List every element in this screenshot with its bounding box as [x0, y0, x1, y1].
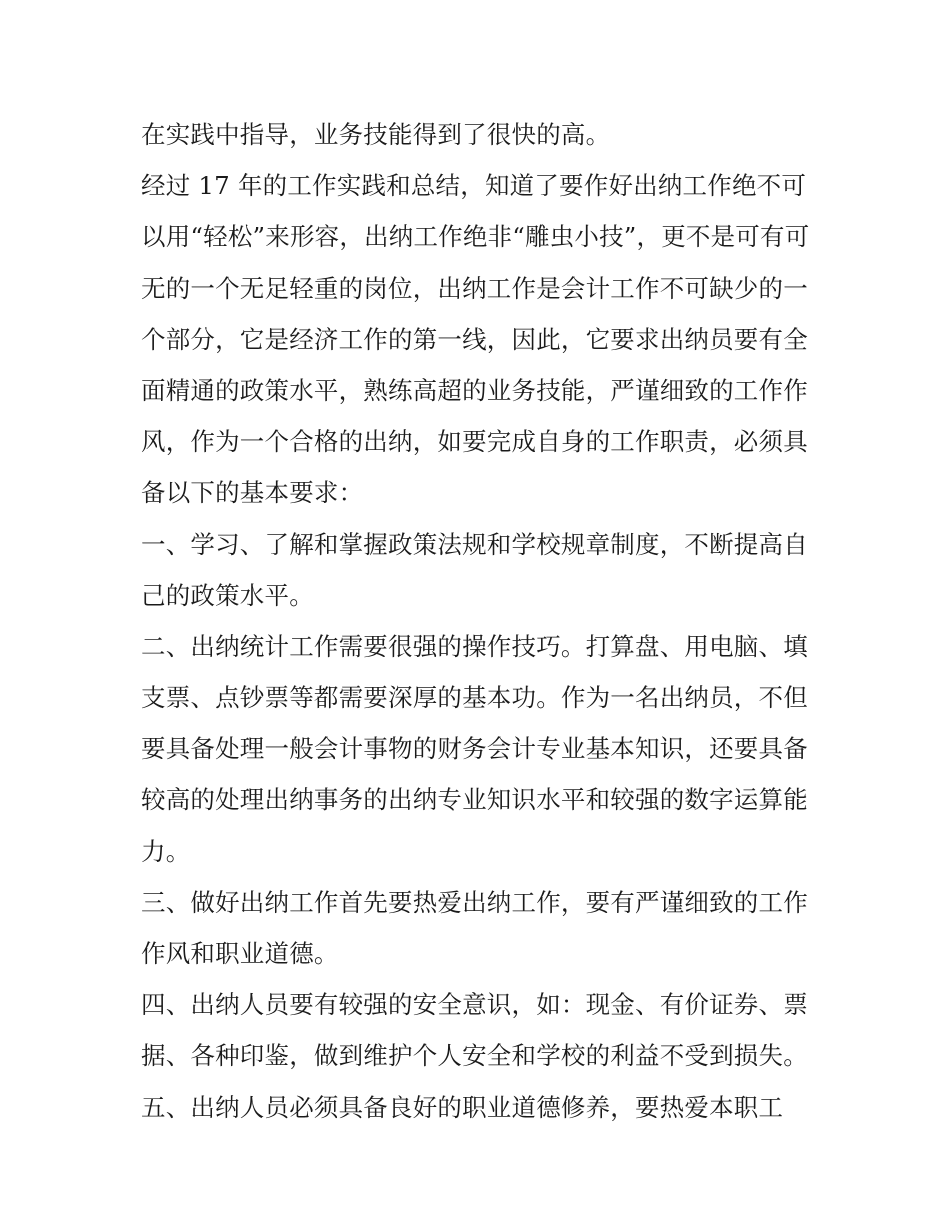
- text-line-20: 五、出纳人员必须具备良好的职业道德修养，要热爱本职工: [141, 1092, 784, 1122]
- text-line-19: 据、各种印鉴，做到维护个人安全和学校的利益不受到损失。: [141, 1041, 808, 1071]
- text-line-11: 二、出纳统计工作需要很强的操作技巧。打算盘、用电脑、填: [141, 631, 808, 661]
- text-line-2: 经过 17 年的工作实践和总结，知道了要作好出纳工作绝不可: [141, 171, 807, 201]
- text-line-18: 四、出纳人员要有较强的安全意识，如：现金、有价证券、票: [141, 990, 808, 1020]
- text-line-14: 较高的处理出纳事务的出纳专业知识水平和较强的数字运算能: [141, 785, 808, 815]
- text-line-16: 三、做好出纳工作首先要热爱出纳工作，要有严谨细致的工作: [141, 887, 808, 917]
- text-line-12: 支票、点钞票等都需要深厚的基本功。作为一名出纳员，不但: [141, 683, 808, 713]
- text-line-4: 无的一个无足轻重的岗位，出纳工作是会计工作不可缺少的一: [141, 273, 808, 303]
- text-line-15: 力。: [141, 836, 191, 866]
- text-line-6: 面精通的政策水平，熟练高超的业务技能，严谨细致的工作作: [141, 375, 808, 405]
- text-line-8: 备以下的基本要求：: [141, 478, 364, 508]
- text-line-7: 风，作为一个合格的出纳，如要完成自身的工作职责，必须具: [141, 427, 808, 457]
- text-line-1: 在实践中指导，业务技能得到了很快的高。: [141, 120, 611, 149]
- text-line-9: 一、学习、了解和掌握政策法规和学校规章制度，不断提高自: [141, 529, 808, 559]
- document-body: [141, 109, 821, 1133]
- text-line-3: 以用“轻松”来形容，出纳工作绝非“雕虫小技”，更不是可有可: [141, 222, 810, 252]
- text-line-13: 要具备处理一般会计事物的财务会计专业基本知识，还要具备: [141, 734, 808, 764]
- text-line-5: 个部分，它是经济工作的第一线，因此，它要求出纳员要有全: [141, 324, 808, 354]
- text-line-17: 作风和职业道德。: [141, 939, 339, 968]
- text-line-10: 己的政策水平。: [141, 580, 314, 610]
